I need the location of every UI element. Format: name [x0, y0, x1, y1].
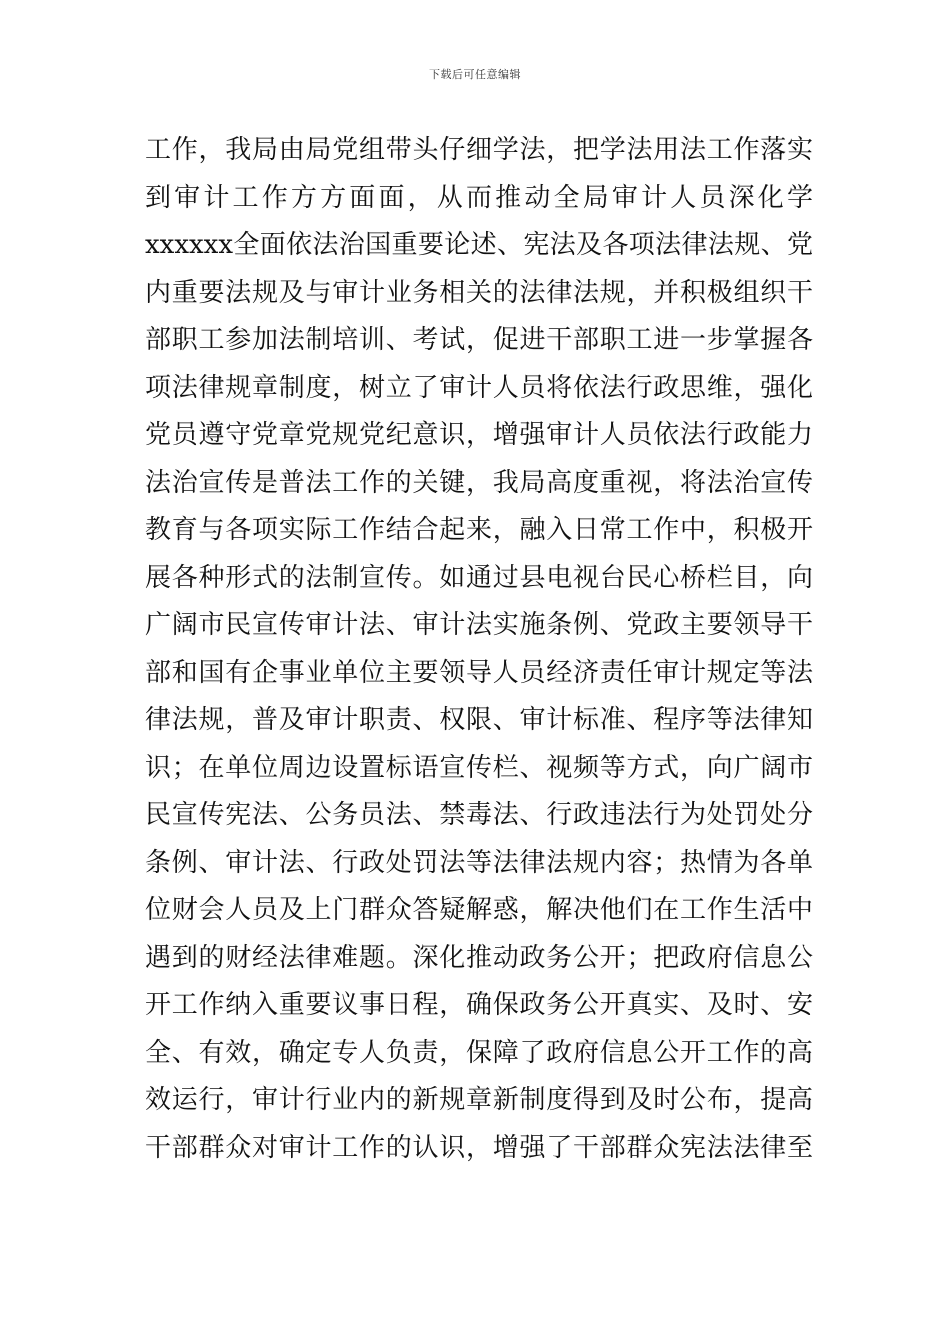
text-line: 广阔市民宣传审计法、审计法实施条例、党政主要领导干 — [145, 610, 813, 640]
text-line: 开工作纳入重要议事日程，确保政务公开真实、及时、安 — [145, 990, 813, 1020]
text-line: 项法律规章制度，树立了审计人员将依法行政思维，强化 — [145, 372, 813, 403]
text-line: 党员遵守党章党规党纪意识，增强审计人员依法行政能力 — [145, 420, 813, 450]
document-body — [145, 127, 813, 1172]
text-line: 工作，我局由局党组带头仔细学法，把学法用法工作落实 — [145, 135, 813, 165]
text-line: 民宣传宪法、公务员法、禁毒法、行政违法行为处罚处分 — [145, 800, 813, 830]
text-line: 部和国有企事业单位主要领导人员经济责任审计规定等法 — [145, 657, 813, 688]
text-line: 律法规，普及审计职责、权限、审计标准、程序等法律知 — [145, 705, 813, 735]
page-header: 下载后可任意编辑 — [429, 68, 521, 81]
text-line: 遇到的财经法律难题。深化推动政务公开；把政府信息公 — [145, 942, 813, 973]
text-line: 法治宣传是普法工作的关键，我局高度重视，将法治宣传 — [145, 467, 813, 498]
text-line: 效运行，审计行业内的新规章新制度得到及时公布，提高 — [145, 1085, 813, 1115]
text-line: 条例、审计法、行政处罚法等法律法规内容；热情为各单 — [145, 847, 813, 878]
text-line: 内重要法规及与审计业务相关的法律法规，并积极组织干 — [145, 277, 813, 308]
text-line: 干部群众对审计工作的认识，增强了干部群众宪法法律至 — [145, 1132, 813, 1163]
text-line: 教育与各项实际工作结合起来，融入日常工作中，积极开 — [145, 515, 813, 545]
text-line: 全、有效，确定专人负责，保障了政府信息公开工作的高 — [145, 1037, 813, 1068]
text-line: xxxxxx全面依法治国重要论述、宪法及各项法律法规、党 — [145, 230, 813, 260]
text-line: 到审计工作方方面面，从而推动全局审计人员深化学 — [145, 182, 813, 213]
text-line: 识；在单位周边设置标语宣传栏、视频等方式，向广阔市 — [145, 752, 813, 783]
text-line: 位财会人员及上门群众答疑解惑，解决他们在工作生活中 — [145, 895, 813, 925]
text-line: 部职工参加法制培训、考试，促进干部职工进一步掌握各 — [145, 325, 813, 355]
text-line: 展各种形式的法制宣传。如通过县电视台民心桥栏目，向 — [145, 562, 813, 593]
